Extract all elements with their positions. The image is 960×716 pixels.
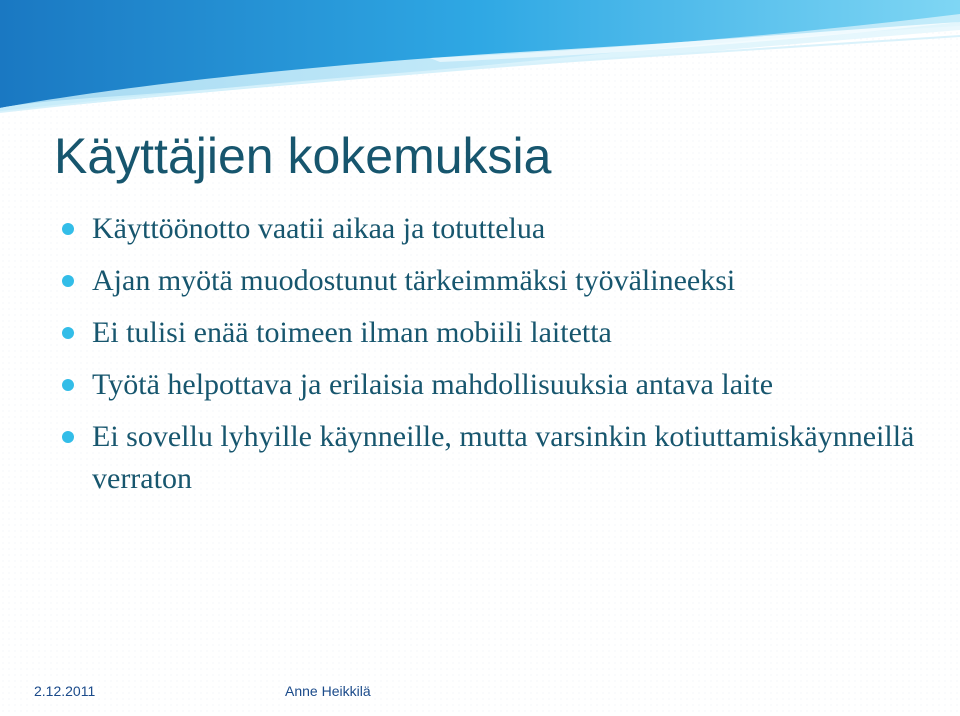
header-wave-band [0, 0, 960, 115]
footer-date: 2.12.2011 [34, 683, 96, 699]
bullet-item [62, 416, 942, 500]
bullet-item [62, 208, 942, 250]
footer-author: Anne Heikkilä [285, 683, 371, 699]
bullet-text: Käyttöönotto vaatii aikaa ja totuttelua [92, 212, 546, 245]
bullet-text: Ei sovellu lyhyille käynneille, mutta varsinkin kotiuttamiskäynneillä verraton [92, 420, 915, 495]
bullet-item [62, 260, 942, 302]
bullet-list [62, 208, 942, 510]
bullet-dot-icon [62, 275, 74, 287]
slide-title: Käyttäjien kokemuksia [54, 128, 552, 184]
bullet-dot-icon [62, 223, 74, 235]
bullet-item [62, 312, 942, 354]
bullet-dot-icon [62, 327, 74, 339]
bullet-text: Ei tulisi enää toimeen ilman mobiili laitetta [92, 316, 612, 349]
bullet-text: Työtä helpottava ja erilaisia mahdollisuuksia antava laite [92, 368, 774, 401]
bullet-dot-icon [62, 431, 74, 443]
bullet-text: Ajan myötä muodostunut tärkeimmäksi työvälineeksi [92, 264, 736, 297]
bullet-dot-icon [62, 379, 74, 391]
bullet-item [62, 364, 942, 406]
